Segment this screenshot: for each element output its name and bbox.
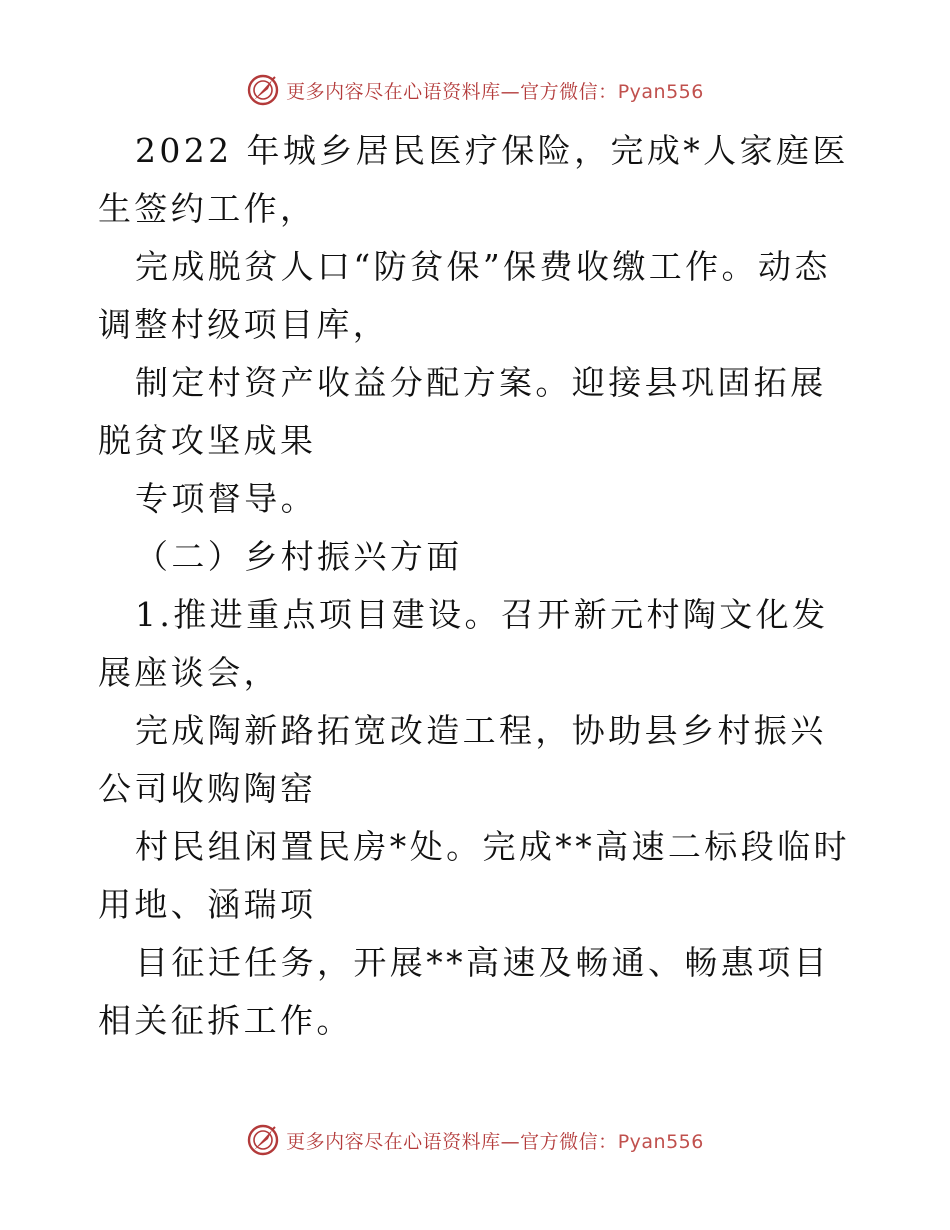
banner-title: 更多内容尽在心语资料库: [286, 80, 501, 103]
paragraph: 完成脱贫人口“防贫保”保费收缴工作。动态调整村级项目库，: [98, 247, 831, 344]
paragraph: 村民组闲置民房*处。完成**高速二标段临时用地、涵瑞项: [98, 827, 850, 924]
paragraph: 1.推进重点项目建设。召开新元村陶文化发展座谈会，: [98, 595, 829, 692]
paragraph: 专项督导。: [135, 479, 317, 518]
paragraph: 制定村资产收益分配方案。迎接县巩固拓展脱贫攻坚成果: [98, 363, 827, 460]
banner-text: [286, 1127, 704, 1154]
banner-title: 更多内容尽在心语资料库: [286, 1130, 501, 1153]
banner-wechat-label: 官方微信：: [520, 1130, 618, 1153]
banner-wechat-label: 官方微信：: [520, 80, 618, 103]
paragraph: 完成陶新路拓宽改造工程，协助县乡村振兴公司收购陶窑: [98, 711, 827, 808]
feather-quill-logo-icon: [246, 73, 280, 107]
document-body: [98, 122, 858, 1050]
banner-separator: —: [500, 80, 521, 103]
feather-quill-logo-icon: [246, 1123, 280, 1157]
header-banner: [0, 70, 950, 110]
paragraph: 目征迁任务，开展**高速及畅通、畅惠项目相关征拆工作。: [98, 943, 830, 1040]
paragraph: 2022 年城乡居民医疗保险，完成*人家庭医生签约工作，: [98, 131, 849, 228]
banner-text: [286, 77, 704, 104]
section-heading: （二）乡村振兴方面: [135, 537, 463, 576]
banner-wechat-id: Pyan556: [617, 1130, 704, 1153]
banner-separator: —: [500, 1130, 521, 1153]
banner-wechat-id: Pyan556: [617, 80, 704, 103]
footer-banner: [0, 1120, 950, 1160]
